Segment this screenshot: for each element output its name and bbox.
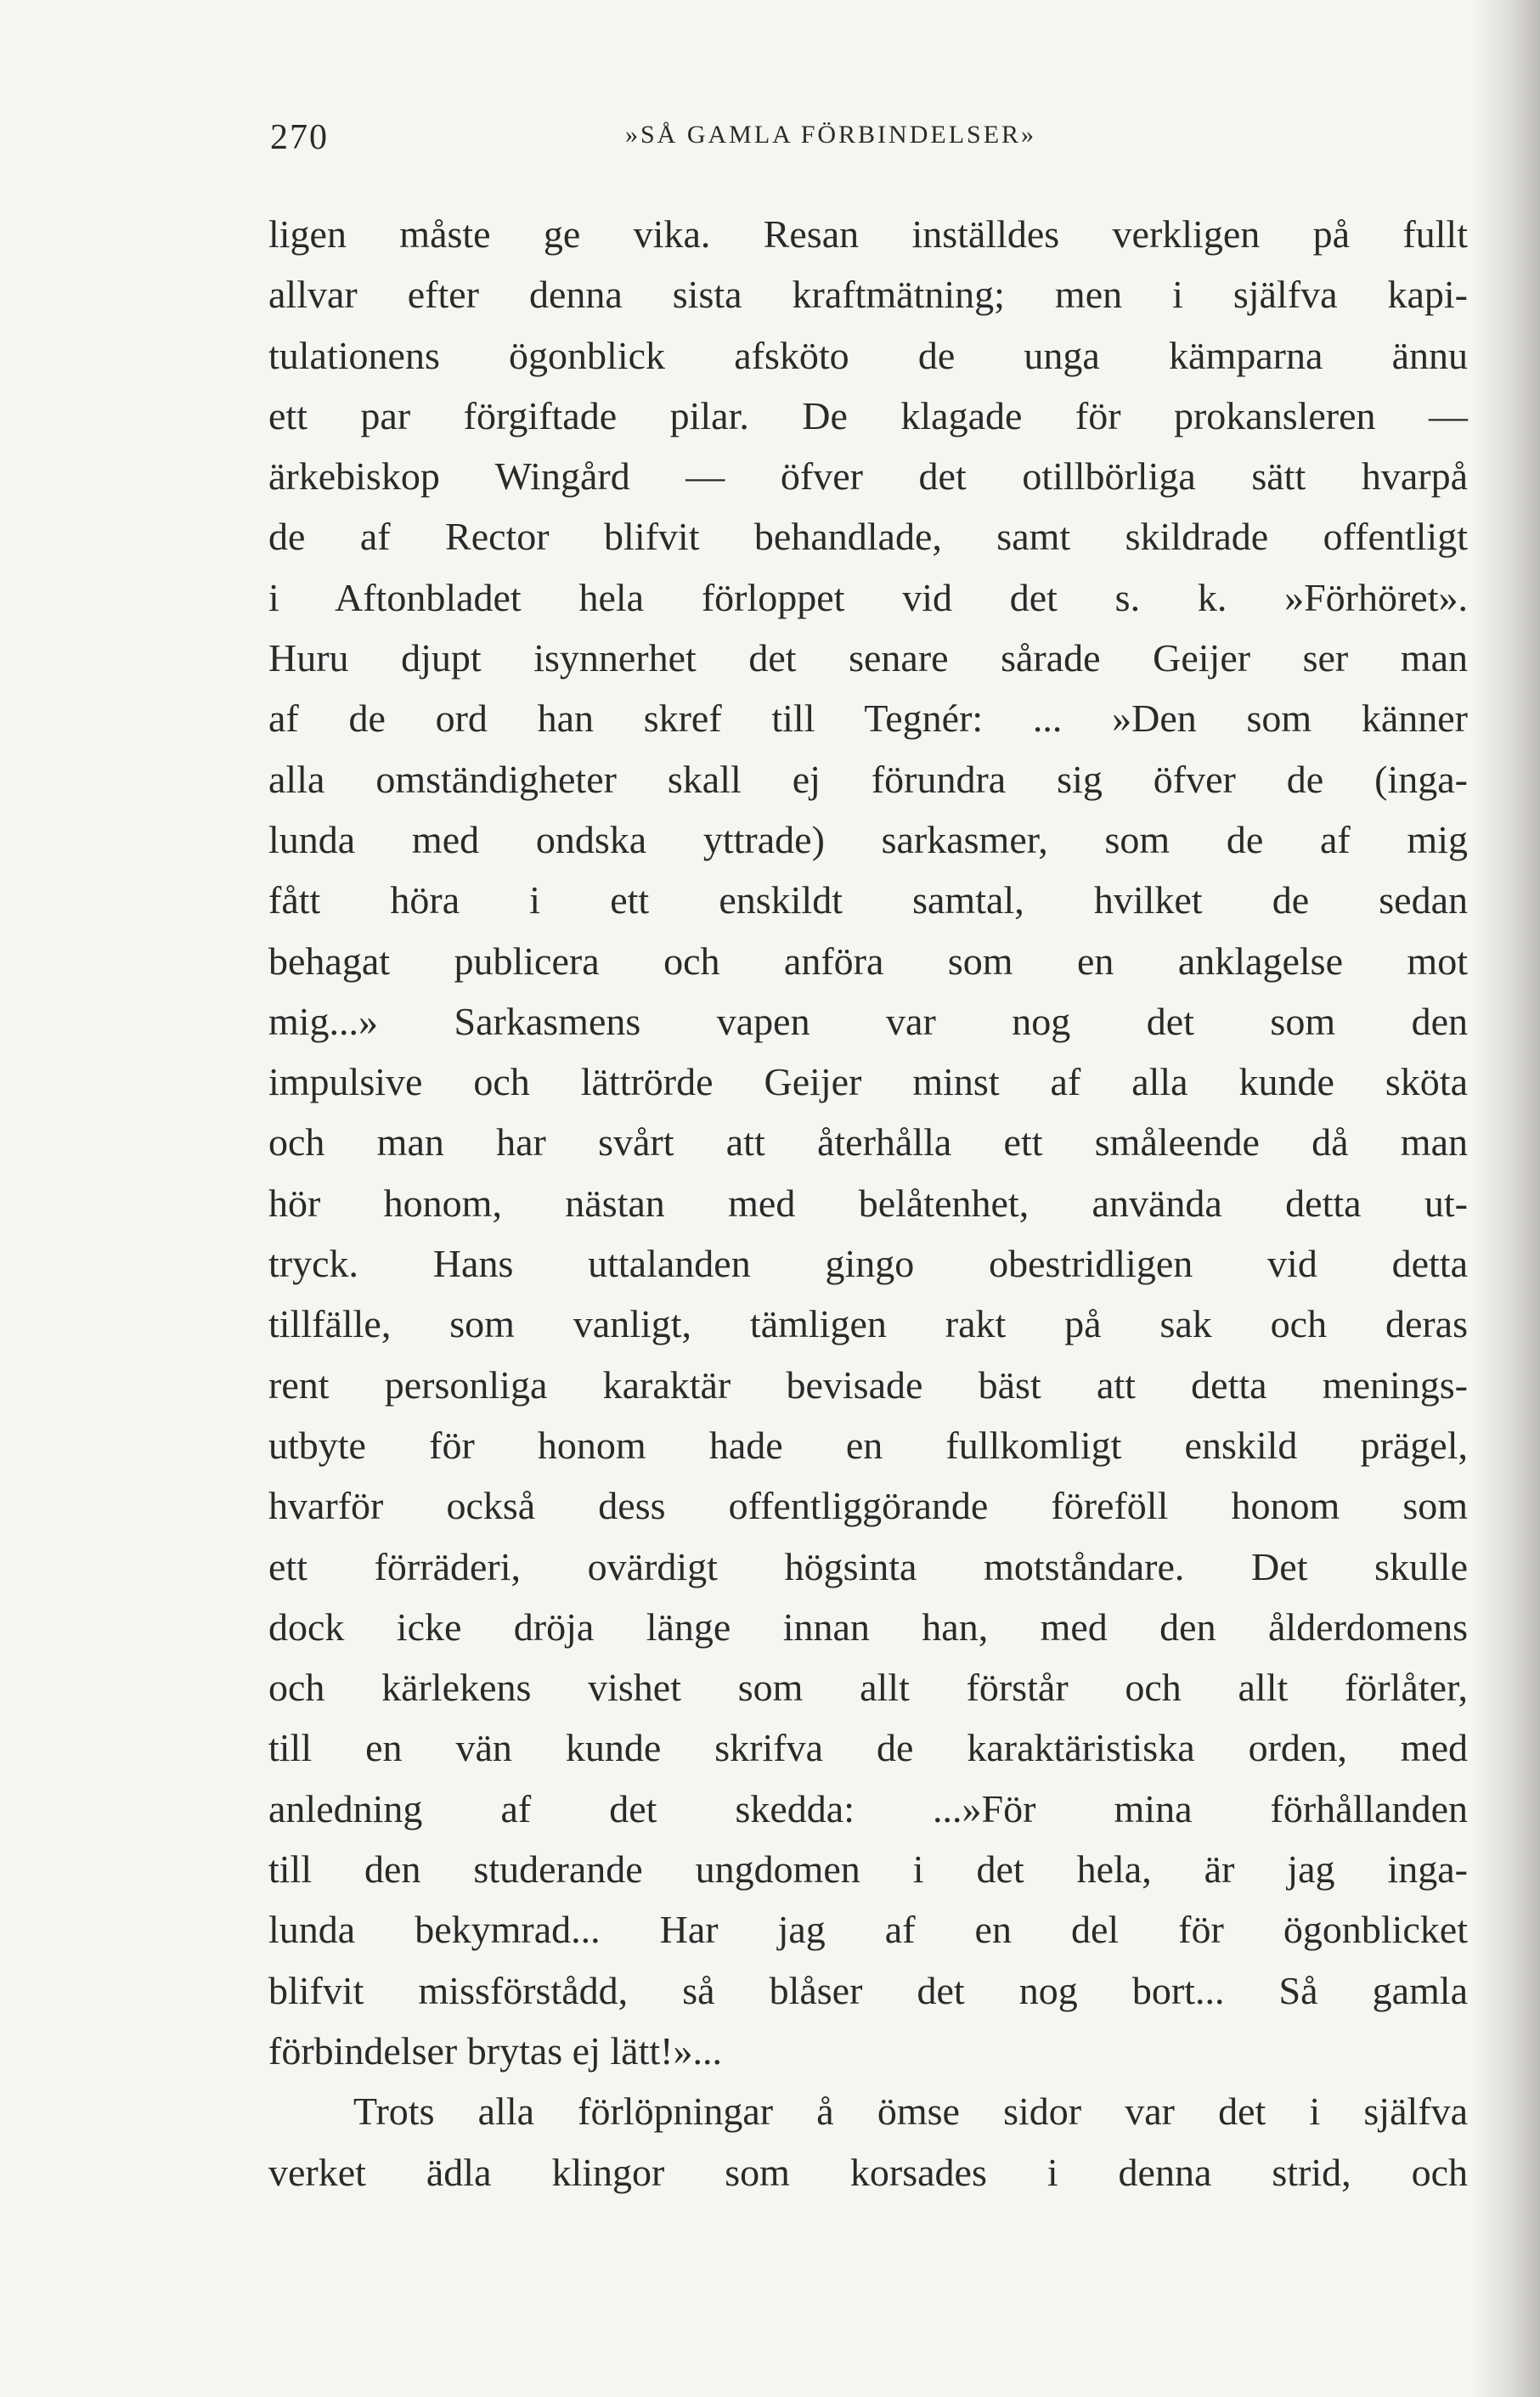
text-line: anledning af det skedda: ...»För mina förhållanden bbox=[268, 1786, 1468, 1830]
text-line: verket ädla klingor som korsades i denna strid, och bbox=[268, 2150, 1468, 2194]
text-line: allvar efter denna sista kraftmätning; men i själfva kapi- bbox=[268, 273, 1468, 317]
text-line: tryck. Hans uttalanden gingo obestridligen vid detta bbox=[268, 1242, 1468, 1286]
text-body bbox=[268, 204, 1468, 2202]
text-line: ärkebiskop Wingård — öfver det otillbörliga sätt hvarpå bbox=[268, 454, 1468, 499]
text-line: tulationens ögonblick afsköto de unga kämparna ännu bbox=[268, 333, 1468, 377]
text-line: utbyte för honom hade en fullkomligt enskild prägel, bbox=[268, 1423, 1468, 1467]
text-line: rent personliga karaktär bevisade bäst att detta menings- bbox=[268, 1362, 1468, 1407]
text-line: mig...» Sarkasmens vapen var nog det som den bbox=[268, 999, 1468, 1043]
text-line: behagat publicera och anföra som en anklagelse mot bbox=[268, 939, 1468, 983]
text-line: Huru djupt isynnerhet det senare sårade Geijer ser man bbox=[268, 636, 1468, 680]
text-line: af de ord han skref till Tegnér: ... »Den som känner bbox=[268, 697, 1468, 741]
text-line: Trots alla förlöpningar å ömse sidor var det i själfva bbox=[353, 2090, 1468, 2134]
text-line: de af Rector blifvit behandlade, samt skildrade offentligt bbox=[268, 515, 1468, 559]
text-line: förbindelser brytas ej lätt!»... bbox=[268, 2028, 722, 2073]
text-line: och kärlekens vishet som allt förstår och allt förlåter, bbox=[268, 1666, 1468, 1710]
text-line: fått höra i ett enskildt samtal, hvilket de sedan bbox=[268, 878, 1468, 922]
text-line: impulsive och lättrörde Geijer minst af alla kunde sköta bbox=[268, 1060, 1468, 1104]
text-line: till den studerande ungdomen i det hela, är jag inga- bbox=[268, 1847, 1468, 1892]
page-number: 270 bbox=[270, 118, 329, 157]
page-header bbox=[270, 117, 1469, 161]
page-gutter-shadow bbox=[1472, 0, 1540, 2397]
text-line: ligen måste ge vika. Resan inställdes verkligen på fullt bbox=[268, 212, 1468, 256]
text-line: ett par förgiftade pilar. De klagade för prokansleren — bbox=[268, 393, 1468, 437]
text-line: till en vän kunde skrifva de karaktäristiska orden, med bbox=[268, 1726, 1468, 1770]
text-line: ett förräderi, ovärdigt högsinta motståndare. Det skulle bbox=[268, 1544, 1468, 1588]
text-line: dock icke dröja länge innan han, med den ålderdomens bbox=[268, 1605, 1468, 1649]
running-head: »SÅ GAMLA FÖRBINDELSER» bbox=[625, 121, 1037, 149]
text-line: och man har svårt att återhålla ett småleende då man bbox=[268, 1120, 1468, 1165]
text-line: blifvit missförstådd, så blåser det nog bort... Så gamla bbox=[268, 1968, 1468, 2012]
text-line: hvarför också dess offentliggörande föreföll honom som bbox=[268, 1484, 1468, 1528]
text-line: lunda med ondska yttrade) sarkasmer, som de af mig bbox=[268, 817, 1468, 861]
text-line: tillfälle, som vanligt, tämligen rakt på sak och deras bbox=[268, 1302, 1468, 1346]
text-line: hör honom, nästan med belåtenhet, använda detta ut- bbox=[268, 1181, 1468, 1225]
text-line: alla omständigheter skall ej förundra sig öfver de (inga- bbox=[268, 757, 1468, 801]
text-line: i Aftonbladet hela förloppet vid det s. k. »Förhöret». bbox=[268, 575, 1468, 619]
text-line: lunda bekymrad... Har jag af en del för ögonblicket bbox=[268, 1908, 1468, 1952]
